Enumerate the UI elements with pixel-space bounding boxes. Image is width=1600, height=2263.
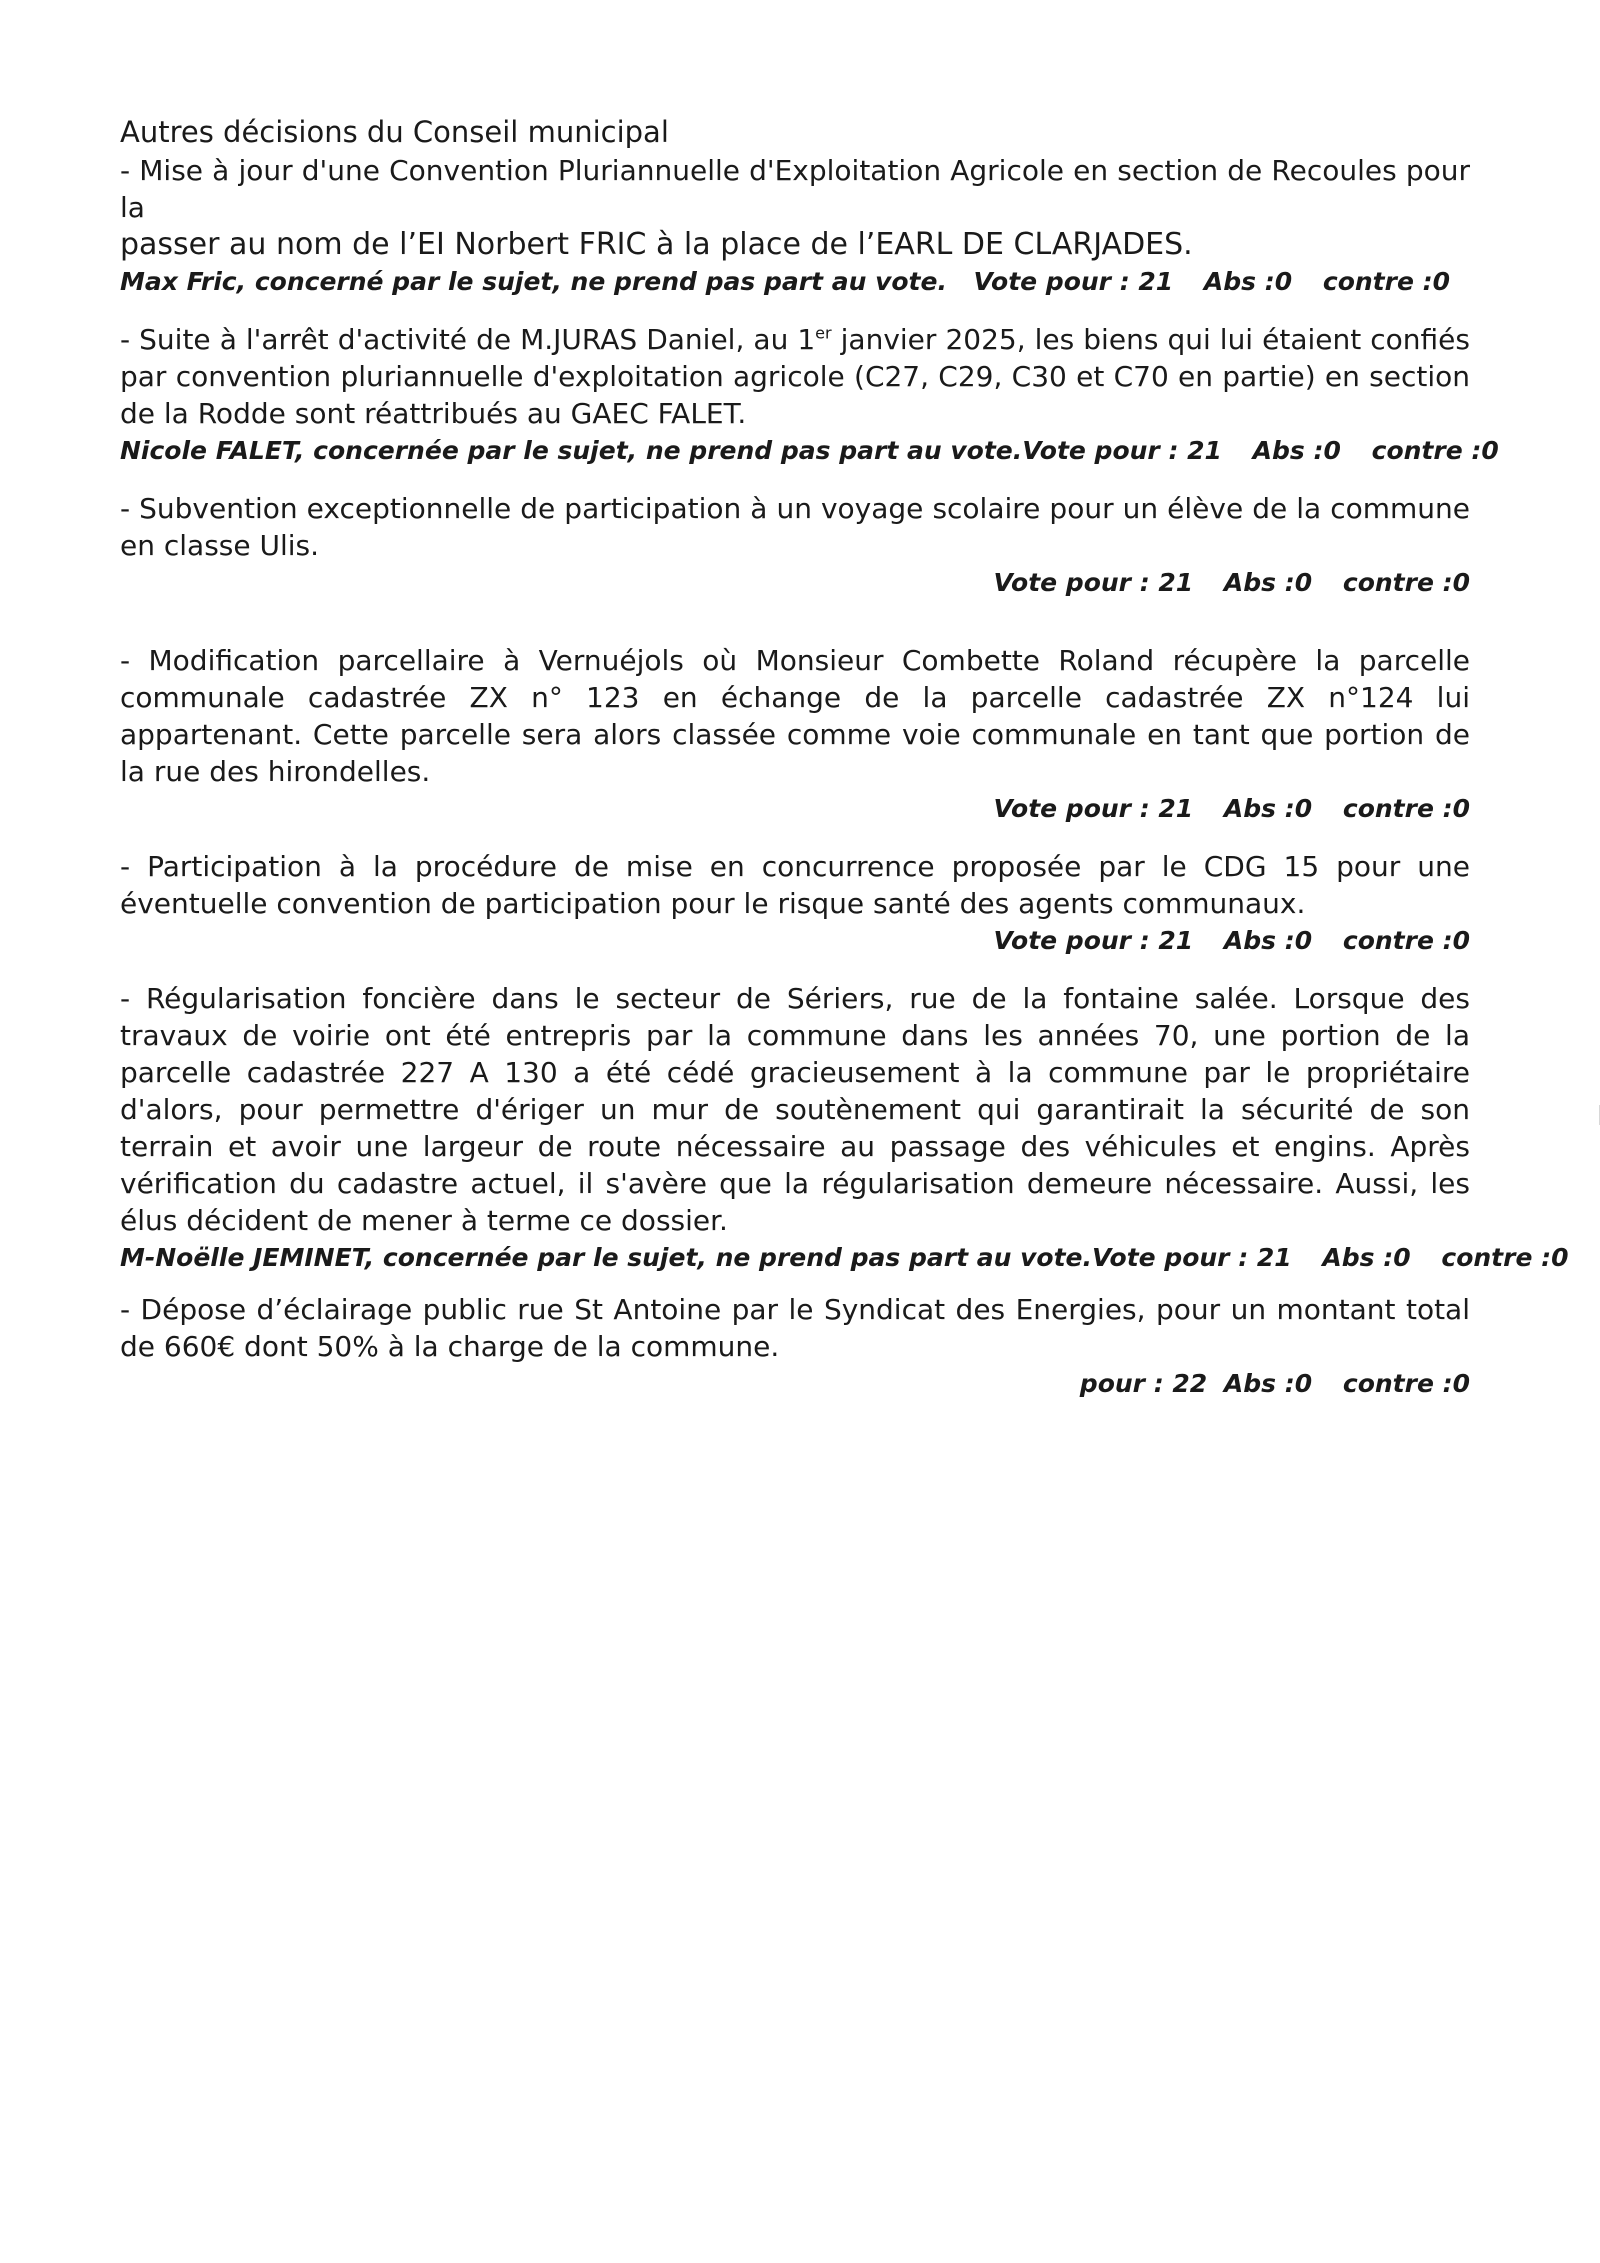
vote-tally	[1080, 1365, 1470, 1403]
conflict-note: M-Noëlle JEMINET, concernée par le sujet, ne prend pas part au vote.	[120, 1243, 1092, 1272]
vote-against: contre :0	[1342, 1369, 1470, 1398]
conflict-note: Nicole FALET, concernée par le sujet, ne prend pas part au vote.	[120, 436, 1023, 465]
vote-abstain: Abs :0	[1203, 267, 1293, 296]
conflict-note: Max Fric, concerné par le sujet, ne prend pas part au vote.	[120, 267, 947, 296]
decision-item-1	[120, 152, 1470, 301]
vote-tally	[1092, 1239, 1569, 1277]
decision-text-part: janvier 2025, les biens qui lui étaient confiés par convention pluriannuelle d'exploitation agricole (C27, C29, C30 et C70 en partie) en section de la Rodde sont réattribués au GAEC FALET.	[120, 323, 1470, 430]
vote-tally	[993, 564, 1470, 602]
vote-for: Vote pour : 21	[993, 926, 1194, 955]
vote-against: contre :0	[1441, 1243, 1569, 1272]
decision-text: - Participation à la procédure de mise en concurrence proposée par le CDG 15 pour une éventuelle convention de participation pour le risque santé des agents communaux.	[120, 850, 1470, 920]
vote-for: pour : 22	[1079, 1369, 1208, 1398]
vote-line	[120, 1239, 1569, 1277]
vote-abstain: Abs :0	[1223, 926, 1313, 955]
vote-line	[120, 564, 1470, 602]
vote-tally	[993, 790, 1470, 828]
decision-item-6	[120, 980, 1569, 1277]
vote-for: Vote pour : 21	[993, 568, 1194, 597]
vote-for: Vote pour : 21	[993, 794, 1194, 823]
vote-tally	[993, 922, 1470, 960]
vote-abstain: Abs :0	[1252, 436, 1341, 465]
decision-item-5	[120, 848, 1470, 960]
vote-abstain: Abs :0	[1223, 794, 1313, 823]
section-heading: Autres décisions du Conseil municipal	[120, 115, 669, 149]
ordinal-suffix: er	[815, 323, 832, 343]
vote-line	[120, 263, 1470, 301]
decision-text	[120, 321, 1470, 432]
vote-line	[120, 790, 1470, 828]
decision-text: - Modification parcellaire à Vernuéjols où Monsieur Combette Roland récupère la parcelle communale cadastrée ZX n° 123 en échange de la parcelle cadastrée ZX n°124 lui appartenant. Cette parcelle sera alors classée comme voie communale en tant que portion de la rue des hirondelles.	[120, 644, 1470, 788]
decision-text-part: - Suite à l'arrêt d'activité de M.JURAS Daniel, au 1	[120, 323, 816, 356]
vote-line	[120, 922, 1470, 960]
decision-item-2	[120, 321, 1499, 470]
decision-text: - Régularisation foncière dans le secteur de Sériers, rue de la fontaine salée. Lorsque des travaux de voirie ont été entrepris par la commune dans les années 70, une portion de la parcelle cadastrée 227 A 130 a été cédé gracieusement à la commune par le propriétaire d'alors, pour permettre d'ériger un mur de soutènement qui garantirait la sécurité de son terrain et avoir une largeur de route nécessaire au passage des véhicules et engins. Après vérification du cadastre actuel, il s'avère que la régularisation demeure nécessaire. Aussi, les élus décident de mener à terme ce dossier.	[120, 982, 1470, 1237]
vote-against: contre :0	[1371, 436, 1499, 465]
vote-line	[120, 1365, 1470, 1403]
vote-against: contre :0	[1322, 267, 1450, 296]
decision-item-4	[120, 642, 1470, 828]
decision-item-3	[120, 490, 1470, 602]
document-page	[120, 112, 1569, 1403]
decision-item-7	[120, 1291, 1470, 1403]
decision-text-continued: passer au nom de l’EI Norbert FRIC à la place de l’EARL DE CLARJADES.	[120, 227, 1193, 262]
vote-abstain: Abs :0	[1223, 1369, 1313, 1398]
decision-text: - Mise à jour d'une Convention Pluriannuelle d'Exploitation Agricole en section de Recoules pour la	[120, 154, 1470, 224]
vote-tally	[973, 263, 1450, 301]
vote-abstain: Abs :0	[1322, 1243, 1411, 1272]
vote-tally	[1022, 432, 1499, 470]
decision-text: - Subvention exceptionnelle de participation à un voyage scolaire pour un élève de la commune en classe Ulis.	[120, 492, 1470, 562]
vote-against: contre :0	[1342, 926, 1470, 955]
vote-for: Vote pour : 21	[1022, 436, 1222, 465]
decision-text: - Dépose d’éclairage public rue St Antoine par le Syndicat des Energies, pour un montant total de 660€ dont 50% à la charge de la commune.	[120, 1293, 1470, 1363]
vote-against: contre :0	[1342, 794, 1470, 823]
vote-against: contre :0	[1342, 568, 1470, 597]
vote-for: Vote pour : 21	[973, 267, 1174, 296]
vote-line	[120, 432, 1499, 470]
vote-for: Vote pour : 21	[1091, 1243, 1292, 1272]
vote-abstain: Abs :0	[1223, 568, 1313, 597]
